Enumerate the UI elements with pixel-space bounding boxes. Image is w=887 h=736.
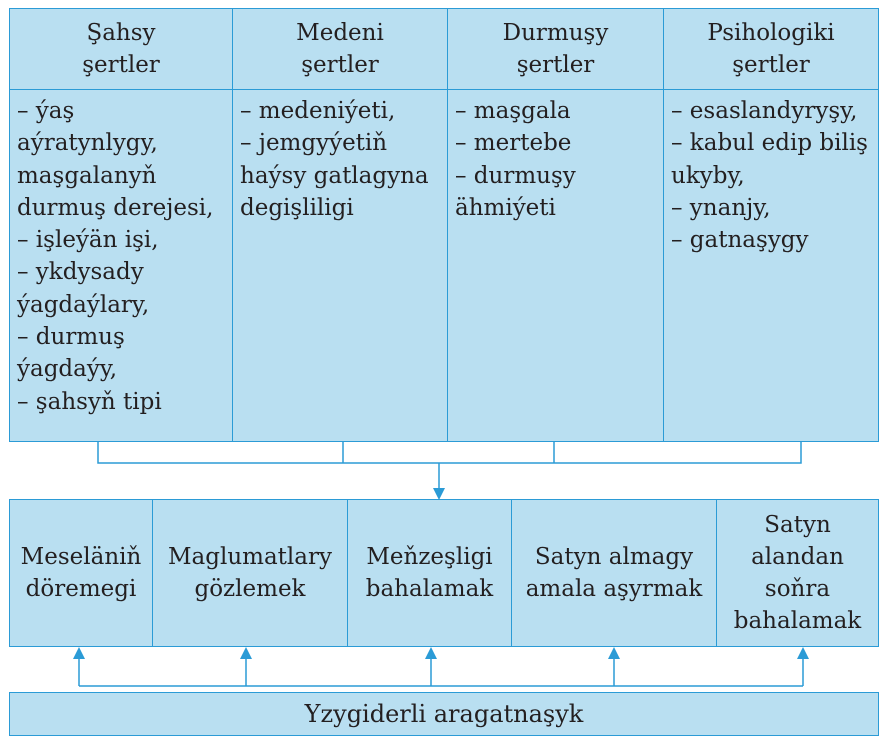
factor-title-line: şertler [732, 52, 810, 78]
stage-post-purchase [717, 500, 878, 646]
factor-item: maşgalanyň [17, 162, 157, 189]
feedback-label: Yzygiderli aragatnaşyk [304, 700, 584, 728]
stage-problem-recognition [10, 500, 153, 646]
factor-item: durmuş derejesi, [17, 194, 214, 221]
factor-item: – maşgala [455, 98, 571, 124]
factor-item: – işleýän işi, [17, 227, 159, 254]
stage-label-line: Satyn almagy [534, 544, 694, 570]
factor-title-line: Şahsy [86, 20, 156, 46]
factor-item: – ynanjy, [671, 194, 771, 221]
factor-item: aýratynlygy, [17, 130, 158, 157]
stage-label-line: döremegi [25, 576, 137, 602]
factor-title-line: Durmuşy [502, 20, 609, 46]
factor-item: ähmiýeti [455, 194, 556, 221]
stage-label-line: alandan [751, 544, 844, 570]
factor-item: – esaslandyryşy, [671, 98, 858, 124]
arrow-up-icon [425, 647, 437, 659]
stage-evaluation [348, 500, 512, 646]
stage-label-line: soňra [764, 576, 831, 602]
factor-item: ýagdaýy, [17, 356, 118, 383]
factor-title-line: Psihologiki [707, 20, 835, 46]
arrow-up-icon [240, 647, 252, 659]
factor-item: – ýaş [17, 98, 75, 124]
top-bracket [98, 442, 801, 463]
stage-label-line: bahalamak [365, 576, 494, 602]
factor-item: ýagdaýlary, [17, 291, 150, 318]
factor-item: haýsy gatlagyna [240, 162, 429, 189]
factor-item: ukyby, [671, 162, 745, 189]
stage-label-line: Satyn [764, 512, 831, 538]
factor-title-line: Medeni [296, 20, 384, 46]
factor-item: – jemgyýetiň [240, 130, 388, 157]
arrow-up-icon [608, 647, 620, 659]
factor-item: – mertebe [455, 130, 572, 157]
factor-title-line: şertler [82, 52, 160, 78]
factor-title-line: şertler [516, 52, 595, 78]
factor-item: – gatnaşygy [671, 227, 809, 254]
factor-item: – kabul edip biliş [671, 130, 868, 157]
factor-item: – ykdysady [17, 259, 144, 286]
arrow-up-icon [797, 647, 809, 659]
factor-item: – medeniýeti, [240, 98, 396, 124]
process-stages [9, 499, 879, 647]
factor-item: – şahsyň tipi [17, 388, 162, 415]
factor-item: – durmuşy [455, 162, 576, 189]
factor-item: – durmuş [17, 324, 125, 351]
stage-label-line: Meseläniň [20, 544, 142, 570]
stage-label-line: amala aşyrmak [525, 576, 703, 602]
stage-purchase [512, 500, 717, 646]
stage-label-line: Maglumatlary [168, 544, 332, 570]
factor-title-line: şertler [301, 52, 379, 78]
feedback-bar [9, 692, 879, 736]
stage-label-line: Meňzeşligi [366, 544, 493, 570]
stage-label-line: bahalamak [733, 608, 862, 634]
stage-information-search [153, 500, 348, 646]
factor-item: degişliligi [240, 194, 354, 221]
stage-label-line: gözlemek [194, 576, 306, 602]
arrow-up-icon [73, 647, 85, 659]
